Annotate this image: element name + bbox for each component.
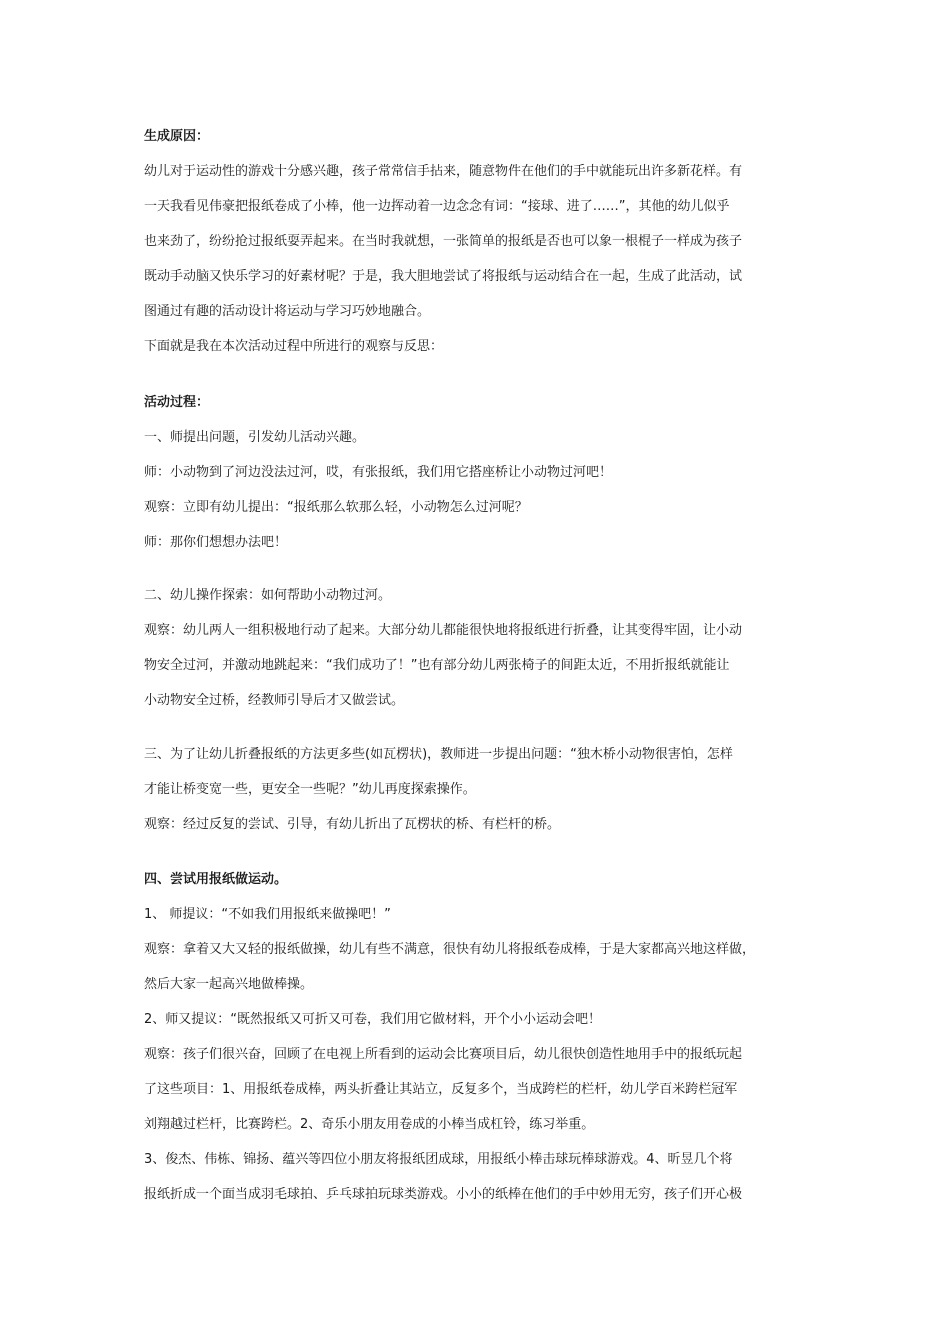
section-heading-one: 一、师提出问题，引发幼儿活动兴趣。: [144, 430, 366, 445]
paragraph-line: 观察：立即有幼儿提出：“报纸那么软那么轻，小动物怎么过河呢？: [144, 500, 528, 515]
paragraph-line: 2、师又提议：“既然报纸又可折又可卷，我们用它做材料，开个小小运动会吧！: [144, 1012, 602, 1027]
paragraph-line: 幼儿对于运动性的游戏十分感兴趣，孩子常常信手拈来，随意物件在他们的手中就能玩出许多新花样。有: [144, 164, 743, 179]
paragraph-line: 师：那你们想想办法吧！: [144, 535, 288, 550]
paragraph-line: 观察：经过反复的尝试、引导，有幼儿折出了瓦楞状的桥、有栏杆的桥。: [144, 817, 561, 832]
paragraph-line: 也来劲了，纷纷抢过报纸耍弄起来。在当时我就想，一张简单的报纸是否也可以象一根棍子一样成为孩子: [144, 234, 743, 249]
paragraph-line: 师：小动物到了河边没法过河，哎，有张报纸，我们用它搭座桥让小动物过河吧！: [144, 465, 613, 480]
paragraph-line: 观察：拿着又大又轻的报纸做操，幼儿有些不满意，很快有幼儿将报纸卷成棒，于是大家都高兴地这样做，: [144, 942, 756, 957]
paragraph-line: 观察：幼儿两人一组积极地行动了起来。大部分幼儿都能很快地将报纸进行折叠，让其变得牢固，让小动: [144, 623, 743, 638]
paragraph-line: 一天我看见伟豪把报纸卷成了小棒，他一边挥动着一边念念有词：“接球、进了……”，其他的幼儿似乎: [144, 199, 730, 214]
paragraph-line: 物安全过河，并激动地跳起来：“我们成功了！”也有部分幼儿两张椅子的间距太近，不用折报纸就能让: [144, 658, 730, 673]
paragraph-line: 图通过有趣的活动设计将运动与学习巧妙地融合。: [144, 304, 431, 319]
section-heading-two: 二、幼儿操作探索：如何帮助小动物过河。: [144, 588, 392, 603]
paragraph-line: 既动手动脑又快乐学习的好素材呢？于是，我大胆地尝试了将报纸与运动结合在一起，生成了此活动，试: [144, 269, 743, 284]
section-heading-four: 四、尝试用报纸做运动。: [144, 872, 288, 887]
paragraph-line: 报纸折成一个面当成羽毛球拍、乒乓球拍玩球类游戏。小小的纸棒在他们的手中妙用无穷，孩子们开心极: [144, 1187, 743, 1202]
paragraph-line: 小动物安全过桥，经教师引导后才又做尝试。: [144, 693, 405, 708]
paragraph-line: 刘翔越过栏杆，比赛跨栏。2、奇乐小朋友用卷成的小棒当成杠铃，练习举重。: [144, 1117, 595, 1132]
section-heading-three: 三、为了让幼儿折叠报纸的方法更多些(如瓦楞状)，教师进一步提出问题：“独木桥小动物很害怕，怎样: [144, 747, 733, 762]
heading-generation-reason: 生成原因：: [144, 129, 210, 144]
paragraph-line: 3、俊杰、伟栋、锦扬、蕴兴等四位小朋友将报纸团成球，用报纸小棒击球玩棒球游戏。4、昕昱几个将: [144, 1152, 733, 1167]
paragraph-line: 下面就是我在本次活动过程中所进行的观察与反思：: [144, 339, 444, 354]
paragraph-line: 1、 师提议：“不如我们用报纸来做操吧！”: [144, 907, 391, 922]
paragraph-line: 才能让桥变宽一些，更安全一些呢？”幼儿再度探索操作。: [144, 782, 476, 797]
heading-activity-process: 活动过程：: [144, 395, 210, 410]
paragraph-line: 观察：孩子们很兴奋，回顾了在电视上所看到的运动会比赛项目后，幼儿很快创造性地用手中的报纸玩起: [144, 1047, 743, 1062]
paragraph-line: 了这些项目：1、用报纸卷成棒，两头折叠让其站立，反复多个，当成跨栏的栏杆，幼儿学百米跨栏冠军: [144, 1082, 738, 1097]
paragraph-line: 然后大家一起高兴地做棒操。: [144, 977, 314, 992]
